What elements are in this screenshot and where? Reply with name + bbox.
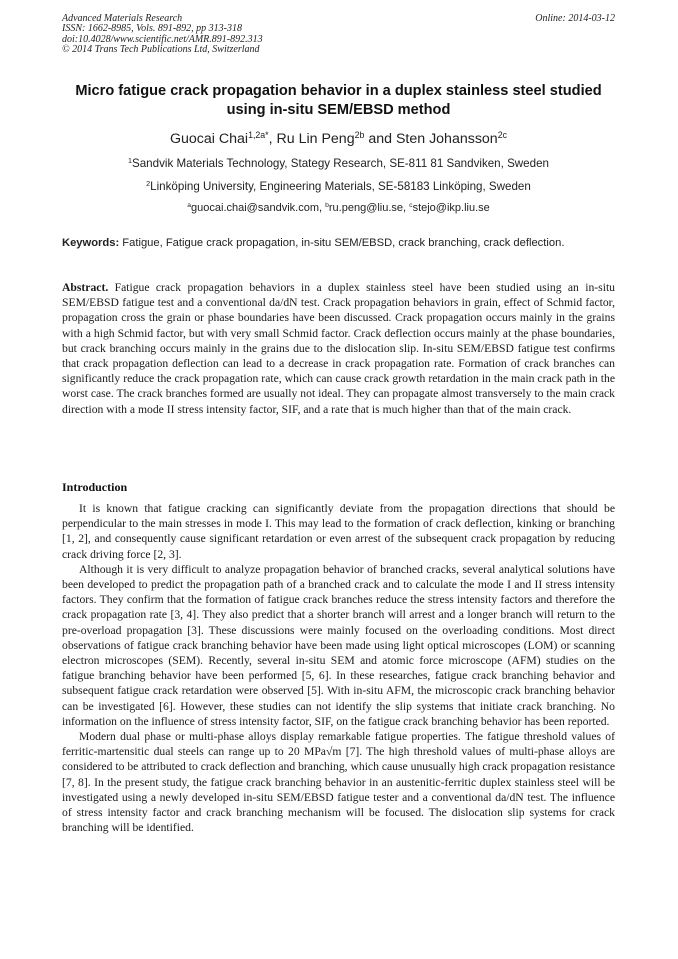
email-superscript: c	[409, 201, 413, 209]
author-name: , Ru Lin Peng	[268, 131, 355, 147]
affiliation-1	[62, 157, 615, 172]
journal-copyright: © 2014 Trans Tech Publications Ltd, Switzerland	[62, 44, 260, 56]
email-superscript: a	[187, 201, 192, 209]
affiliation-2	[62, 180, 615, 195]
keywords-label: Keywords:	[62, 237, 120, 249]
online-date: Online: 2014-03-12	[535, 13, 615, 24]
affiliation-superscript: 1	[128, 155, 132, 165]
section-heading-introduction: Introduction	[62, 480, 128, 494]
affiliation-text: Linköping University, Engineering Materials, SE-58183 Linköping, Sweden	[150, 180, 531, 193]
keywords-text: Fatigue, Fatigue crack propagation, in-situ SEM/EBSD, crack branching, crack deflection.	[119, 237, 565, 249]
affiliation-superscript: 2	[146, 178, 151, 188]
journal-name: Advanced Materials Research	[62, 13, 183, 24]
paragraph: It is known that fatigue cracking can significantly deviate from the propagation directions that should be perpendicular to the main stresses in mode I. This may lead to the formation of crack deflection, kinking or branching [1, 2], and consequently cause significant retardation or even arrest of the subsequent crack propagation by reducing crack driving force [2, 3].	[62, 502, 615, 561]
author-superscript: 2b	[354, 129, 365, 140]
paper-title: Micro fatigue crack propagation behavior in a duplex stainless steel studied using in-situ SEM/EBSD method	[75, 83, 602, 118]
author-name: and Sten Johansson	[364, 131, 498, 147]
author-line	[62, 130, 615, 149]
email-superscript: b	[325, 201, 329, 209]
paragraph: Although it is very difficult to analyze propagation behavior of branched cracks, several analytical solutions have been developed to predict the propagation path of a branched crack and to calculate the mode I and II stress intensity factors. They confirm that the formation of fatigue crack branches reduce the stress intensity factors and therefore the crack propagation rate [3, 4]. They also predict that a shorter branch will arrest and a longer branch will return to the pre-overload propagation [3]. These discussions were mainly focused on the overloading conditions. Most direct observations of fatigue crack branching behavior have been made using light optical microscopes (LOM) or scanning electron microscopes (SEM). Recently, several in-situ SEM and atomic force microscope (AFM) studies on the fatigue branching behavior have been performed [5, 6]. In these researches, fatigue crack branching behavior and subsequent fatigue crack retardation were observed [5]. With in-situ AFM, the microscopic crack branching behavior can be investigated [6]. However, these studies can not identify the slip systems that initiate crack branching. No information on the influence of stress intensity factor, SIF, on the fatigue crack branching behavior has been reported.	[62, 562, 615, 728]
author-superscript: 1,2a*	[248, 129, 269, 140]
email-address[interactable]: guocai.chai@sandvik.com,	[191, 202, 326, 214]
email-address[interactable]: stejo@ikp.liu.se	[412, 202, 490, 214]
email-line	[62, 201, 615, 217]
journal-header	[62, 14, 442, 56]
abstract-text: Fatigue crack propagation behaviors in a duplex stainless steel have been studied using an in-situ SEM/EBSD fatigue test and a conventional da/dN test. Crack propagation behaviors in grain, effect of Schmid factor, propagation cross the grain or phase boundaries have been discussed. Crack propagation occurs mainly in the grains with a high Schmid factor, but with very small Schmid factor. Crack deflection occurs mainly at the phase boundaries, but crack branching occurs mainly in the grains due to the dislocation slip. In-situ SEM/EBSD fatigue test confirms that crack propagation deflection can lead to a decrease in crack propagation rate. Formation of crack branches can significantly reduce the crack propagation rate, which can cause crack growth retardation in the main crack path in the worst case. The crack branches formed are usually not ideal. They can propagate almost transversely to the main crack direction with a mode II stress intensity factor, SIF, and a rate that is much higher than that of the main crack.	[62, 281, 615, 416]
introduction-body	[62, 501, 615, 835]
abstract-label: Abstract.	[62, 281, 109, 294]
journal-doi[interactable]: doi:10.4028/www.scientific.net/AMR.891-892.313	[62, 33, 263, 45]
email-address[interactable]: ru.peng@liu.se,	[328, 202, 410, 214]
keywords-block	[62, 236, 615, 251]
author-superscript: 2c	[497, 129, 507, 140]
journal-issn: ISSN: 1662-8985, Vols. 891-892, pp 313-318	[62, 23, 242, 35]
paragraph: Modern dual phase or multi-phase alloys display remarkable fatigue properties. The fatigue threshold values of ferritic-martensitic dual steels can range up to 20 MPa√m [7]. The high threshold values of multi-phase alloys are considered to be attributed to crack deflection and branching, which cause unusually high crack propagation resistance [7, 8]. In the present study, the fatigue crack branching behavior in an austenitic-ferritic duplex stainless steel will be investigated using a newly developed in-situ SEM/EBSD fatigue tester and a conventional da/dN test. The influence of stress intensity factor and crack branching mechanism will be focused. The dislocation slip systems for crack branching will be identified.	[62, 730, 615, 835]
author-name: Guocai Chai	[169, 131, 249, 147]
abstract-block	[62, 280, 615, 417]
affiliation-text: Sandvik Materials Technology, Stategy Research, SE-811 81 Sandviken, Sweden	[132, 157, 549, 170]
